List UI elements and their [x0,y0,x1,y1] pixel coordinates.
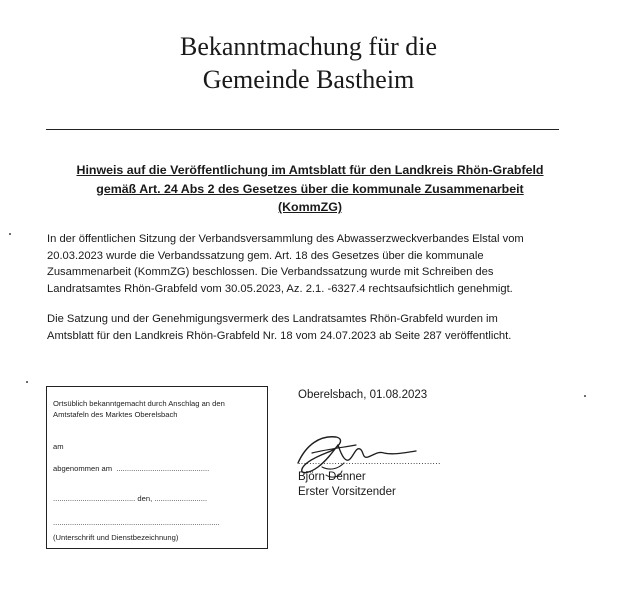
scan-speck [9,233,11,235]
date-dots: ......................... [154,494,208,503]
removed-on-dots: ............................................ [116,464,210,473]
stamp-signature-dots: ............................................................................... [53,518,220,527]
notice-heading [40,161,580,217]
paragraph-line: Zusammenarbeit (KommZG) beschlossen. Die Verbandssatzung wurde mit Schreiben des [47,266,494,279]
document-title [0,30,617,96]
paragraph-resolution [47,231,567,298]
scan-speck [584,395,586,397]
removed-on-label: abgenommen am [53,464,113,473]
paragraph-line: In der öffentlichen Sitzung der Verbandsversammlung des Abwasserzweckverbandes Elstal vom [47,233,524,245]
title-line-2: Gemeinde Bastheim [202,65,415,94]
place-date: Oberelsbach, 01.08.2023 [298,389,428,401]
posting-stamp-header-line: Amtstafeln des Marktes Oberelsbach [53,410,178,419]
title-divider [46,129,559,130]
signer-role: Erster Vorsitzender [298,486,396,498]
signer-name: Björn Denner [298,471,366,483]
posted-on-label: am [53,442,64,451]
posting-stamp-header-line: Ortsüblich bekanntgemacht durch Anschlag an den [53,399,225,408]
paragraph-line: Die Satzung und der Genehmigungsvermerk des Landratsamtes Rhön-Grabfeld wurden im [47,313,498,325]
place-dots: ....................................... [53,494,136,503]
removed-on-row [53,464,209,474]
heading-line-1: Hinweis auf die Veröffentlichung im Amtsblatt für den Landkreis Rhön-Grabfeld [76,163,544,177]
scan-speck [26,381,28,383]
heading-line-2: gemäß Art. 24 Abs 2 des Gesetzes über die kommunale Zusammenarbeit [96,181,524,196]
posted-on-row [53,442,64,452]
paragraph-publication [47,311,567,344]
posting-stamp-box [46,386,268,549]
place-date-row [53,494,207,504]
title-line-1: Bekanntmachung für die [179,32,438,61]
heading-line-3: (KommZG) [277,200,342,214]
signer-block [298,470,396,500]
stamp-signature-label: (Unterschrift und Dienstbezeichnung) [53,533,179,542]
paragraph-line: Landratsamtes Rhön-Grabfeld vom 30.05.2023, Az. 2.1. -6327.4 rechtsaufsichtlich genehmigt. [47,283,513,296]
paragraph-line: Amtsblatt für den Landkreis Rhön-Grabfeld Nr. 18 vom 24.07.2023 ab Seite 287 veröffentlicht. [47,329,512,342]
signature-dots: ................................................... [298,456,441,466]
den-label: den, [137,494,153,503]
paragraph-line: 20.03.2023 wurde die Verbandssatzung gem. Art. 18 des Gesetzes über die kommunale [47,249,484,262]
posting-stamp-header [53,398,258,420]
